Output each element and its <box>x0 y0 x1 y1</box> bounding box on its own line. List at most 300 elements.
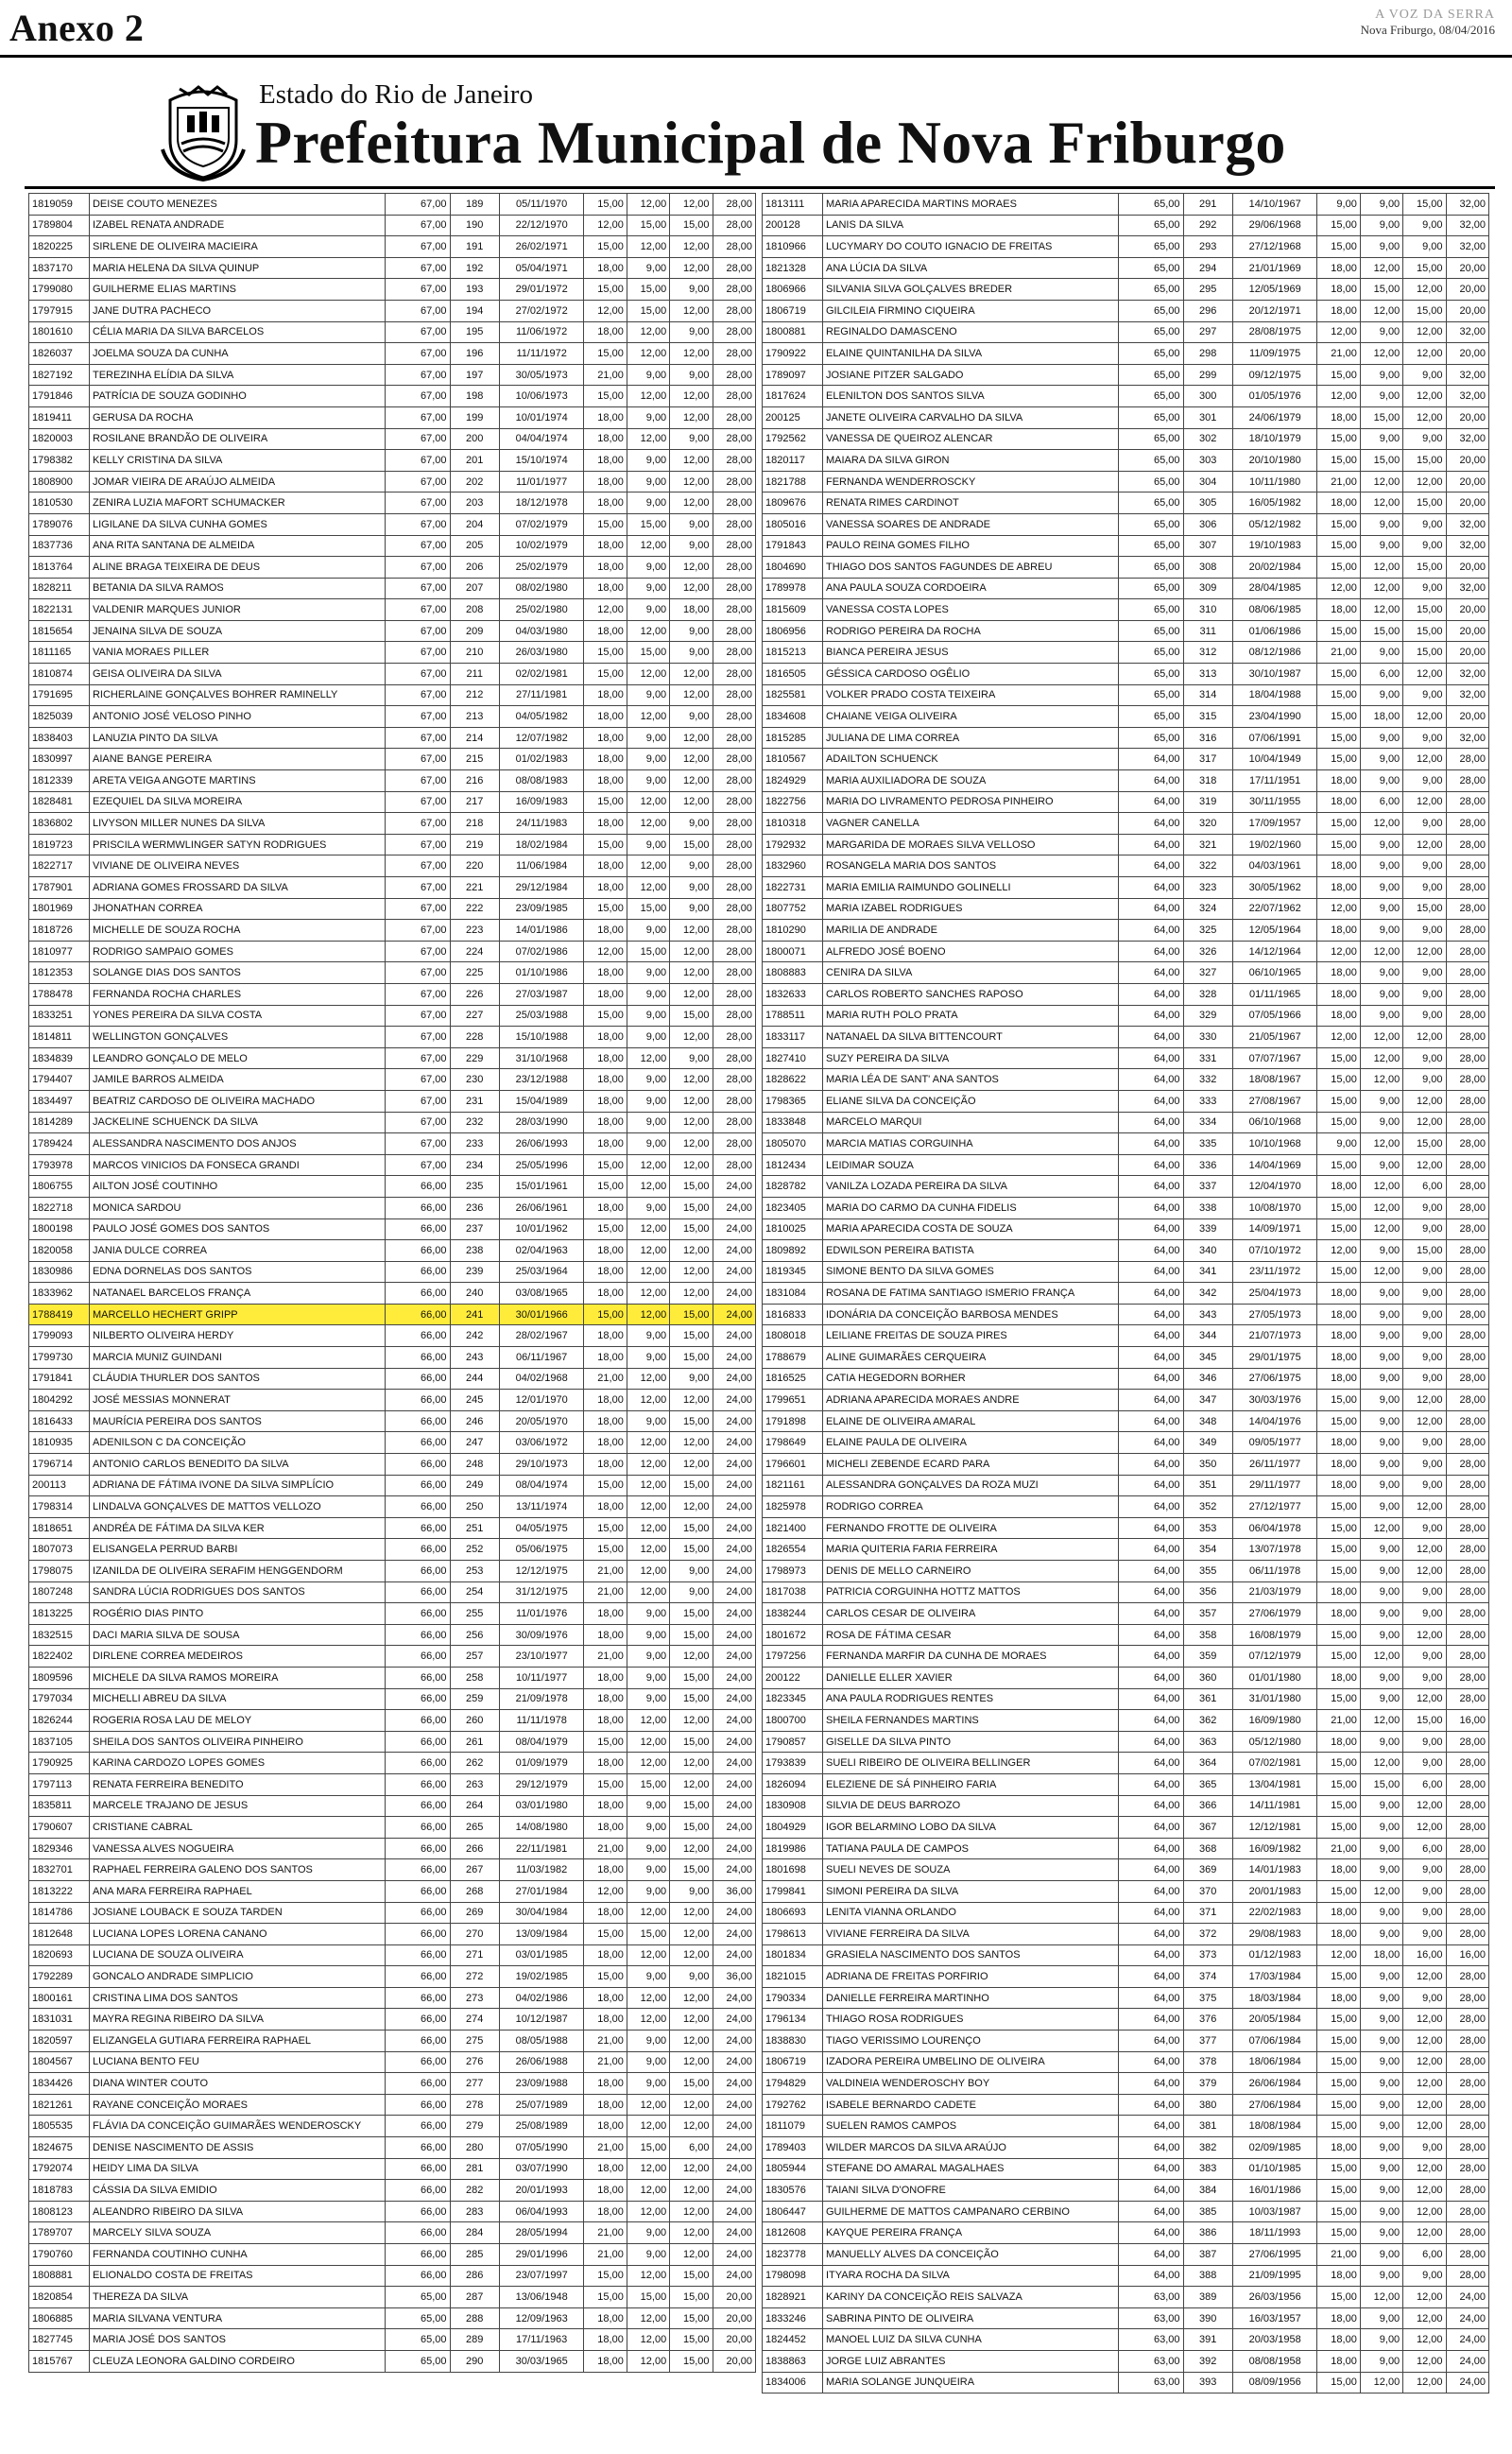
registration-cell: 1800881 <box>763 321 823 343</box>
score-cell: 63,00 <box>1118 2307 1183 2329</box>
score-c-cell: 9,00 <box>1403 877 1446 899</box>
name-cell: LIVYSON MILLER NUNES DA SILVA <box>89 813 385 835</box>
score-d-cell: 28,00 <box>713 364 755 386</box>
registration-cell: 1837170 <box>29 257 90 279</box>
registration-cell: 1799651 <box>763 1390 823 1411</box>
rank-cell: 360 <box>1183 1667 1232 1688</box>
birthdate-cell: 07/05/1990 <box>499 2137 584 2159</box>
score-cell: 65,00 <box>1118 578 1183 599</box>
score-c-cell: 9,00 <box>1403 1987 1446 2009</box>
name-cell: FERNANDO FROTTE DE OLIVEIRA <box>822 1517 1118 1539</box>
registration-cell: 1832701 <box>29 1859 90 1881</box>
score-c-cell: 12,00 <box>670 493 713 514</box>
name-cell: MARIA LÉA DE SANT' ANA SANTOS <box>822 1069 1118 1091</box>
score-cell: 67,00 <box>385 450 450 472</box>
score-cell: 64,00 <box>1118 1795 1183 1817</box>
birthdate-cell: 18/02/1984 <box>499 834 584 855</box>
rank-cell: 280 <box>450 2137 499 2159</box>
score-b-cell: 9,00 <box>627 727 669 749</box>
birthdate-cell: 07/05/1966 <box>1232 1005 1317 1027</box>
table-row <box>29 1475 756 1496</box>
table-row <box>29 578 756 599</box>
birthdate-cell: 20/12/1971 <box>1232 300 1317 321</box>
rank-cell: 346 <box>1183 1368 1232 1390</box>
score-c-cell: 9,00 <box>1403 1069 1446 1091</box>
table-row <box>29 2031 756 2052</box>
name-cell: PATRÍCIA DE SOUZA GODINHO <box>89 386 385 407</box>
table-row <box>29 2009 756 2031</box>
rank-cell: 278 <box>450 2094 499 2116</box>
score-d-cell: 24,00 <box>713 1432 755 1454</box>
score-b-cell: 12,00 <box>1360 1261 1402 1283</box>
name-cell: VOLKER PRADO COSTA TEIXEIRA <box>822 684 1118 706</box>
birthdate-cell: 10/04/1949 <box>1232 749 1317 770</box>
registration-cell: 1805070 <box>763 1133 823 1155</box>
score-b-cell: 12,00 <box>1360 2372 1402 2394</box>
score-d-cell: 28,00 <box>713 428 755 450</box>
name-cell: ANA PAULA RODRIGUES RENTES <box>822 1688 1118 1710</box>
birthdate-cell: 25/03/1964 <box>499 1261 584 1283</box>
score-d-cell: 28,00 <box>713 215 755 236</box>
name-cell: SOLANGE DIAS DOS SANTOS <box>89 962 385 984</box>
score-cell: 65,00 <box>1118 664 1183 685</box>
table-row <box>763 1561 1489 1582</box>
score-c-cell: 12,00 <box>1403 2158 1446 2180</box>
rank-cell: 264 <box>450 1795 499 1817</box>
name-cell: KELLY CRISTINA DA SILVA <box>89 450 385 472</box>
rank-cell: 226 <box>450 983 499 1005</box>
birthdate-cell: 09/12/1975 <box>1232 364 1317 386</box>
score-d-cell: 28,00 <box>713 642 755 664</box>
table-row <box>29 1924 756 1945</box>
name-cell: REGINALDO DAMASCENO <box>822 321 1118 343</box>
birthdate-cell: 21/07/1973 <box>1232 1325 1317 1347</box>
name-cell: MARCELY SILVA SOUZA <box>89 2222 385 2244</box>
rank-cell: 203 <box>450 493 499 514</box>
score-a-cell: 21,00 <box>584 2137 627 2159</box>
score-c-cell: 9,00 <box>1403 2265 1446 2287</box>
score-b-cell: 9,00 <box>627 1112 669 1133</box>
registration-cell: 1810567 <box>763 749 823 770</box>
score-d-cell: 20,00 <box>713 2307 755 2329</box>
score-a-cell: 18,00 <box>584 1410 627 1432</box>
birthdate-cell: 01/10/1986 <box>499 962 584 984</box>
score-d-cell: 28,00 <box>713 578 755 599</box>
birthdate-cell: 01/01/1980 <box>1232 1667 1317 1688</box>
table-row <box>29 1880 756 1902</box>
birthdate-cell: 27/08/1967 <box>1232 1090 1317 1112</box>
registration-cell: 1810530 <box>29 493 90 514</box>
score-a-cell: 18,00 <box>584 535 627 557</box>
score-a-cell: 15,00 <box>1317 1090 1360 1112</box>
score-a-cell: 15,00 <box>584 386 627 407</box>
registration-cell: 1806693 <box>763 1902 823 1924</box>
table-row <box>29 1240 756 1262</box>
table-row <box>763 215 1489 236</box>
name-cell: ANA MARA FERREIRA RAPHAEL <box>89 1880 385 1902</box>
score-b-cell: 9,00 <box>1360 1902 1402 1924</box>
registration-cell: 1813225 <box>29 1603 90 1625</box>
score-cell: 67,00 <box>385 428 450 450</box>
birthdate-cell: 19/02/1985 <box>499 1966 584 1988</box>
table-row <box>763 1667 1489 1688</box>
score-a-cell: 18,00 <box>1317 1005 1360 1027</box>
score-a-cell: 15,00 <box>1317 2201 1360 2222</box>
score-d-cell: 28,00 <box>1446 1261 1488 1283</box>
table-row <box>763 1390 1489 1411</box>
birthdate-cell: 18/03/1984 <box>1232 1987 1317 2009</box>
score-b-cell: 9,00 <box>627 1817 669 1839</box>
rank-cell: 322 <box>1183 855 1232 877</box>
rank-cell: 336 <box>1183 1154 1232 1176</box>
score-c-cell: 12,00 <box>670 2201 713 2222</box>
score-c-cell: 9,00 <box>1403 535 1446 557</box>
score-b-cell: 9,00 <box>1360 1539 1402 1561</box>
birthdate-cell: 20/01/1993 <box>499 2180 584 2202</box>
registration-cell: 1799730 <box>29 1347 90 1369</box>
score-a-cell: 15,00 <box>1317 1753 1360 1774</box>
score-b-cell: 15,00 <box>627 513 669 535</box>
birthdate-cell: 07/07/1967 <box>1232 1047 1317 1069</box>
score-c-cell: 12,00 <box>670 2009 713 2031</box>
birthdate-cell: 11/06/1972 <box>499 321 584 343</box>
registration-cell: 1830997 <box>29 749 90 770</box>
birthdate-cell: 04/05/1982 <box>499 706 584 728</box>
score-c-cell: 12,00 <box>1403 2094 1446 2116</box>
rank-cell: 286 <box>450 2265 499 2287</box>
score-a-cell: 18,00 <box>1317 406 1360 428</box>
registration-cell: 1798649 <box>763 1432 823 1454</box>
rank-cell: 225 <box>450 962 499 984</box>
registration-cell: 1808123 <box>29 2201 90 2222</box>
registration-cell: 1790857 <box>763 1731 823 1753</box>
score-cell: 66,00 <box>385 2073 450 2095</box>
registration-cell: 1797113 <box>29 1773 90 1795</box>
name-cell: MAURÍCIA PEREIRA DOS SANTOS <box>89 1410 385 1432</box>
score-a-cell: 15,00 <box>584 1731 627 1753</box>
birthdate-cell: 14/10/1967 <box>1232 194 1317 216</box>
score-d-cell: 20,00 <box>713 2287 755 2308</box>
name-cell: ROSILANE BRANDÃO DE OLIVEIRA <box>89 428 385 450</box>
rank-cell: 206 <box>450 557 499 579</box>
name-cell: IZADORA PEREIRA UMBELINO DE OLIVEIRA <box>822 2051 1118 2073</box>
score-d-cell: 24,00 <box>713 1475 755 1496</box>
registration-cell: 1818726 <box>29 920 90 942</box>
score-c-cell: 9,00 <box>670 535 713 557</box>
score-d-cell: 28,00 <box>1446 898 1488 920</box>
score-cell: 66,00 <box>385 1496 450 1518</box>
score-b-cell: 9,00 <box>1360 1475 1402 1496</box>
rank-cell: 268 <box>450 1880 499 1902</box>
rank-cell: 373 <box>1183 1944 1232 1966</box>
score-a-cell: 18,00 <box>1317 1304 1360 1325</box>
score-a-cell: 15,00 <box>1317 1517 1360 1539</box>
name-cell: ALESSANDRA GONÇALVES DA ROZA MUZI <box>822 1475 1118 1496</box>
table-row <box>29 2222 756 2244</box>
score-c-cell: 12,00 <box>1403 2180 1446 2202</box>
rank-cell: 376 <box>1183 2009 1232 2031</box>
rank-cell: 344 <box>1183 1325 1232 1347</box>
score-cell: 66,00 <box>385 1603 450 1625</box>
score-d-cell: 28,00 <box>713 279 755 301</box>
score-c-cell: 9,00 <box>1403 578 1446 599</box>
score-cell: 66,00 <box>385 1817 450 1839</box>
name-cell: MARCIA MATIAS CORGUINHA <box>822 1133 1118 1155</box>
table-row <box>29 1154 756 1176</box>
name-cell: GUILHERME DE MATTOS CAMPANARO CERBINO <box>822 2201 1118 2222</box>
score-c-cell: 9,00 <box>670 1047 713 1069</box>
score-c-cell: 15,00 <box>1403 194 1446 216</box>
birthdate-cell: 16/09/1980 <box>1232 1710 1317 1732</box>
rank-cell: 193 <box>450 279 499 301</box>
score-cell: 67,00 <box>385 920 450 942</box>
name-cell: CÁSSIA DA SILVA EMIDIO <box>89 2180 385 2202</box>
birthdate-cell: 29/12/1979 <box>499 1773 584 1795</box>
registration-cell: 1828622 <box>763 1069 823 1091</box>
birthdate-cell: 26/06/1988 <box>499 2051 584 2073</box>
birthdate-cell: 30/10/1987 <box>1232 664 1317 685</box>
score-cell: 66,00 <box>385 1924 450 1945</box>
rank-cell: 303 <box>1183 450 1232 472</box>
score-d-cell: 28,00 <box>713 599 755 621</box>
registration-cell: 1831084 <box>763 1283 823 1305</box>
score-d-cell: 24,00 <box>1446 2350 1488 2372</box>
registration-cell: 1791898 <box>763 1410 823 1432</box>
score-a-cell: 15,00 <box>1317 727 1360 749</box>
score-cell: 64,00 <box>1118 1390 1183 1411</box>
name-cell: MARIA SILVANA VENTURA <box>89 2307 385 2329</box>
table-row <box>29 557 756 579</box>
score-d-cell: 28,00 <box>713 386 755 407</box>
score-cell: 65,00 <box>1118 321 1183 343</box>
score-b-cell: 18,00 <box>1360 706 1402 728</box>
score-c-cell: 9,00 <box>1403 215 1446 236</box>
registration-cell: 1801969 <box>29 898 90 920</box>
birthdate-cell: 15/10/1974 <box>499 450 584 472</box>
score-c-cell: 9,00 <box>1403 1646 1446 1668</box>
table-row <box>763 1603 1489 1625</box>
rank-cell: 199 <box>450 406 499 428</box>
rank-cell: 284 <box>450 2222 499 2244</box>
registration-cell: 1827410 <box>763 1047 823 1069</box>
table-row <box>763 471 1489 493</box>
score-b-cell: 12,00 <box>627 664 669 685</box>
table-row <box>29 664 756 685</box>
score-b-cell: 9,00 <box>627 1966 669 1988</box>
name-cell: HEIDY LIMA DA SILVA <box>89 2158 385 2180</box>
score-b-cell: 15,00 <box>1360 279 1402 301</box>
score-d-cell: 28,00 <box>1446 1795 1488 1817</box>
score-a-cell: 15,00 <box>1317 2158 1360 2180</box>
registration-cell: 1798098 <box>763 2265 823 2287</box>
score-d-cell: 28,00 <box>1446 1325 1488 1347</box>
score-cell: 67,00 <box>385 620 450 642</box>
score-d-cell: 24,00 <box>713 1710 755 1732</box>
score-a-cell: 9,00 <box>1317 1133 1360 1155</box>
score-a-cell: 18,00 <box>584 1261 627 1283</box>
registration-cell: 1805944 <box>763 2158 823 2180</box>
score-c-cell: 15,00 <box>1403 1240 1446 1262</box>
score-a-cell: 18,00 <box>584 1027 627 1048</box>
name-cell: FERNANDA COUTINHO CUNHA <box>89 2244 385 2266</box>
birthdate-cell: 17/11/1951 <box>1232 770 1317 792</box>
rank-cell: 198 <box>450 386 499 407</box>
score-cell: 66,00 <box>385 1176 450 1198</box>
score-c-cell: 12,00 <box>1403 2009 1446 2031</box>
birthdate-cell: 20/01/1983 <box>1232 1880 1317 1902</box>
name-cell: SIMONI PEREIRA DA SILVA <box>822 1880 1118 1902</box>
birthdate-cell: 04/03/1980 <box>499 620 584 642</box>
score-a-cell: 18,00 <box>1317 2350 1360 2372</box>
table-row <box>763 1133 1489 1155</box>
score-cell: 64,00 <box>1118 2244 1183 2266</box>
table-row <box>763 1880 1489 1902</box>
name-cell: JENAINA SILVA DE SOUZA <box>89 620 385 642</box>
score-cell: 64,00 <box>1118 1880 1183 1902</box>
score-c-cell: 12,00 <box>1403 1688 1446 1710</box>
score-cell: 65,00 <box>1118 343 1183 365</box>
score-cell: 65,00 <box>1118 300 1183 321</box>
birthdate-cell: 12/12/1981 <box>1232 1817 1317 1839</box>
name-cell: ROSA DE FÁTIMA CESAR <box>822 1624 1118 1646</box>
name-cell: ANTONIO CARLOS BENEDITO DA SILVA <box>89 1454 385 1476</box>
name-cell: WELLINGTON GONÇALVES <box>89 1027 385 1048</box>
score-c-cell: 15,00 <box>670 2350 713 2372</box>
score-cell: 64,00 <box>1118 1859 1183 1881</box>
score-c-cell: 9,00 <box>670 898 713 920</box>
birthdate-cell: 10/11/1977 <box>499 1667 584 1688</box>
table-row <box>763 450 1489 472</box>
birthdate-cell: 20/02/1984 <box>1232 557 1317 579</box>
registration-cell: 1804929 <box>763 1817 823 1839</box>
table-row <box>763 941 1489 962</box>
rank-cell: 308 <box>1183 557 1232 579</box>
rank-cell: 334 <box>1183 1112 1232 1133</box>
registration-cell: 1799093 <box>29 1325 90 1347</box>
birthdate-cell: 01/12/1983 <box>1232 1944 1317 1966</box>
score-b-cell: 9,00 <box>1360 513 1402 535</box>
score-d-cell: 28,00 <box>1446 855 1488 877</box>
rank-cell: 270 <box>450 1924 499 1945</box>
score-c-cell: 15,00 <box>670 1325 713 1347</box>
score-a-cell: 18,00 <box>584 983 627 1005</box>
score-a-cell: 15,00 <box>584 1176 627 1198</box>
score-d-cell: 16,00 <box>1446 1710 1488 1732</box>
score-a-cell: 15,00 <box>1317 2051 1360 2073</box>
registration-cell: 1799841 <box>763 1880 823 1902</box>
score-c-cell: 12,00 <box>1403 2201 1446 2222</box>
score-c-cell: 15,00 <box>1403 493 1446 514</box>
table-row <box>29 898 756 920</box>
score-c-cell: 9,00 <box>670 1581 713 1603</box>
score-b-cell: 12,00 <box>627 2329 669 2351</box>
birthdate-cell: 13/04/1981 <box>1232 1773 1317 1795</box>
score-c-cell: 12,00 <box>670 2051 713 2073</box>
score-b-cell: 12,00 <box>1360 1027 1402 1048</box>
rank-cell: 309 <box>1183 578 1232 599</box>
score-cell: 66,00 <box>385 1987 450 2009</box>
score-cell: 66,00 <box>385 1539 450 1561</box>
score-c-cell: 12,00 <box>1403 1795 1446 1817</box>
rank-cell: 365 <box>1183 1773 1232 1795</box>
rank-cell: 215 <box>450 749 499 770</box>
birthdate-cell: 23/07/1997 <box>499 2265 584 2287</box>
score-c-cell: 15,00 <box>670 1603 713 1625</box>
score-d-cell: 32,00 <box>1446 215 1488 236</box>
rank-cell: 296 <box>1183 300 1232 321</box>
rank-cell: 366 <box>1183 1795 1232 1817</box>
table-row <box>763 386 1489 407</box>
registration-cell: 1835811 <box>29 1795 90 1817</box>
score-cell: 64,00 <box>1118 1966 1183 1988</box>
registration-cell: 1826037 <box>29 343 90 365</box>
score-cell: 64,00 <box>1118 1710 1183 1732</box>
rank-cell: 223 <box>450 920 499 942</box>
score-cell: 67,00 <box>385 471 450 493</box>
score-d-cell: 28,00 <box>713 941 755 962</box>
score-c-cell: 12,00 <box>1403 343 1446 365</box>
score-d-cell: 28,00 <box>713 1154 755 1176</box>
score-cell: 65,00 <box>1118 257 1183 279</box>
score-a-cell: 15,00 <box>1317 834 1360 855</box>
rank-cell: 288 <box>450 2307 499 2329</box>
score-c-cell: 12,00 <box>670 770 713 792</box>
score-c-cell: 12,00 <box>1403 1390 1446 1411</box>
name-cell: IZABEL RENATA ANDRADE <box>89 215 385 236</box>
registration-cell: 1819411 <box>29 406 90 428</box>
score-c-cell: 9,00 <box>1403 983 1446 1005</box>
table-row <box>29 1517 756 1539</box>
score-d-cell: 28,00 <box>1446 2137 1488 2159</box>
score-b-cell: 12,00 <box>1360 1197 1402 1218</box>
score-c-cell: 9,00 <box>1403 1368 1446 1390</box>
rank-cell: 204 <box>450 513 499 535</box>
score-d-cell: 28,00 <box>713 855 755 877</box>
score-a-cell: 21,00 <box>584 1838 627 1859</box>
registration-cell: 1788419 <box>29 1304 90 1325</box>
score-b-cell: 12,00 <box>627 2180 669 2202</box>
score-cell: 64,00 <box>1118 2137 1183 2159</box>
registration-cell: 1812353 <box>29 962 90 984</box>
score-d-cell: 28,00 <box>713 749 755 770</box>
score-d-cell: 32,00 <box>1446 664 1488 685</box>
name-cell: ADRIANA APARECIDA MORAES ANDRE <box>822 1390 1118 1411</box>
rank-cell: 305 <box>1183 493 1232 514</box>
score-d-cell: 28,00 <box>1446 1581 1488 1603</box>
score-b-cell: 9,00 <box>627 406 669 428</box>
score-c-cell: 6,00 <box>670 2137 713 2159</box>
registration-cell: 1823778 <box>763 2244 823 2266</box>
name-cell: MANUELLY ALVES DA CONCEIÇÃO <box>822 2244 1118 2266</box>
score-b-cell: 12,00 <box>627 1240 669 1262</box>
score-b-cell: 12,00 <box>1360 1133 1402 1155</box>
score-d-cell: 28,00 <box>1446 1454 1488 1476</box>
score-c-cell: 9,00 <box>1403 1347 1446 1369</box>
name-cell: DENIS DE MELLO CARNEIRO <box>822 1561 1118 1582</box>
score-c-cell: 9,00 <box>670 877 713 899</box>
score-a-cell: 15,00 <box>584 1966 627 1988</box>
birthdate-cell: 30/09/1976 <box>499 1624 584 1646</box>
birthdate-cell: 05/04/1971 <box>499 257 584 279</box>
score-d-cell: 24,00 <box>713 1517 755 1539</box>
registration-cell: 1792289 <box>29 1966 90 1988</box>
score-cell: 64,00 <box>1118 1027 1183 1048</box>
rank-cell: 391 <box>1183 2329 1232 2351</box>
rank-cell: 208 <box>450 599 499 621</box>
birthdate-cell: 27/06/1975 <box>1232 1368 1317 1390</box>
table-row <box>29 386 756 407</box>
score-cell: 65,00 <box>1118 364 1183 386</box>
